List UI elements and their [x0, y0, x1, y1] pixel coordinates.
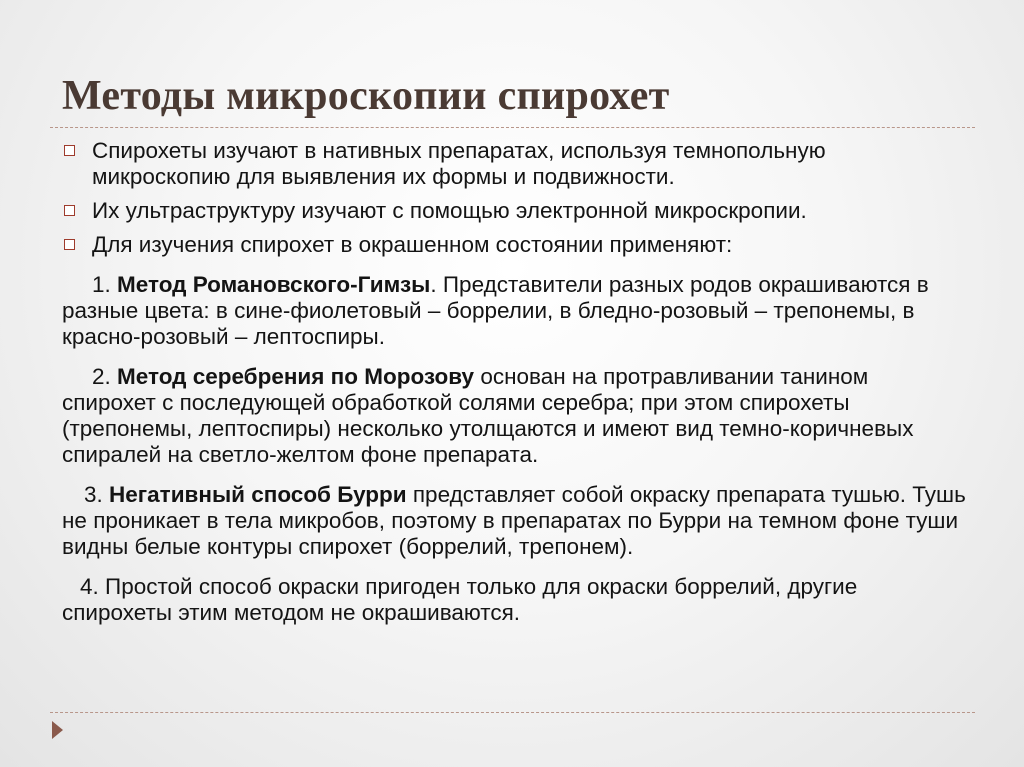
method-number: 3. — [84, 482, 103, 507]
method-paragraph — [62, 272, 967, 350]
method-paragraph — [62, 364, 967, 468]
method-text: представляет собой окраску препарата тушью. Тушь не проникает в тела микробов, поэтому в препаратах по Бурри на темном фоне туши видны белые контуры спирохет (боррелий, трепонем). — [62, 482, 966, 559]
bullet-text: Для изучения спирохет в окрашенном состоянии применяют: — [92, 232, 733, 257]
slide-title: Методы микроскопии спирохет — [62, 73, 670, 119]
bullet-item — [62, 138, 967, 190]
bullet-item — [62, 198, 967, 224]
method-paragraph — [62, 482, 967, 560]
method-number: 4. — [80, 574, 99, 599]
method-number: 2. — [92, 364, 111, 389]
top-divider — [50, 127, 975, 128]
method-text: Простой способ окраски пригоден только для окраски боррелий, другие спирохеты этим методом не окрашиваются. — [62, 574, 858, 625]
bullet-text: Их ультраструктуру изучают с помощью электронной микроскропии. — [92, 198, 807, 223]
slide-content — [62, 138, 967, 626]
square-bullet-icon — [64, 205, 75, 216]
method-text: основан на протравливании танином спирохет с последующей обработкой солями серебра; при этом спирохеты (трепонемы, лептоспиры) несколько утолщаются и имеют вид темно-коричневых спиралей на светло-желтом фоне препарата. — [62, 364, 914, 467]
bullet-item — [62, 232, 967, 258]
method-name: Метод Романовского-Гимзы — [117, 272, 431, 297]
bullet-text: Спирохеты изучают в нативных препаратах, используя темнопольную микроскопию для выявления их формы и подвижности. — [92, 138, 826, 189]
method-number: 1. — [92, 272, 111, 297]
bottom-divider — [50, 712, 975, 713]
method-text: . Представители разных родов окрашиваются в разные цвета: в сине-фиолетовый – боррелии, в бледно-розовый – трепонемы, в красно-розовый – лептоспиры. — [62, 272, 929, 349]
method-name: Негативный способ Бурри — [109, 482, 407, 507]
method-name: Метод серебрения по Морозову — [117, 364, 475, 389]
triangle-arrow-icon[interactable] — [52, 721, 63, 739]
square-bullet-icon — [64, 145, 75, 156]
method-paragraph — [62, 574, 967, 626]
square-bullet-icon — [64, 239, 75, 250]
